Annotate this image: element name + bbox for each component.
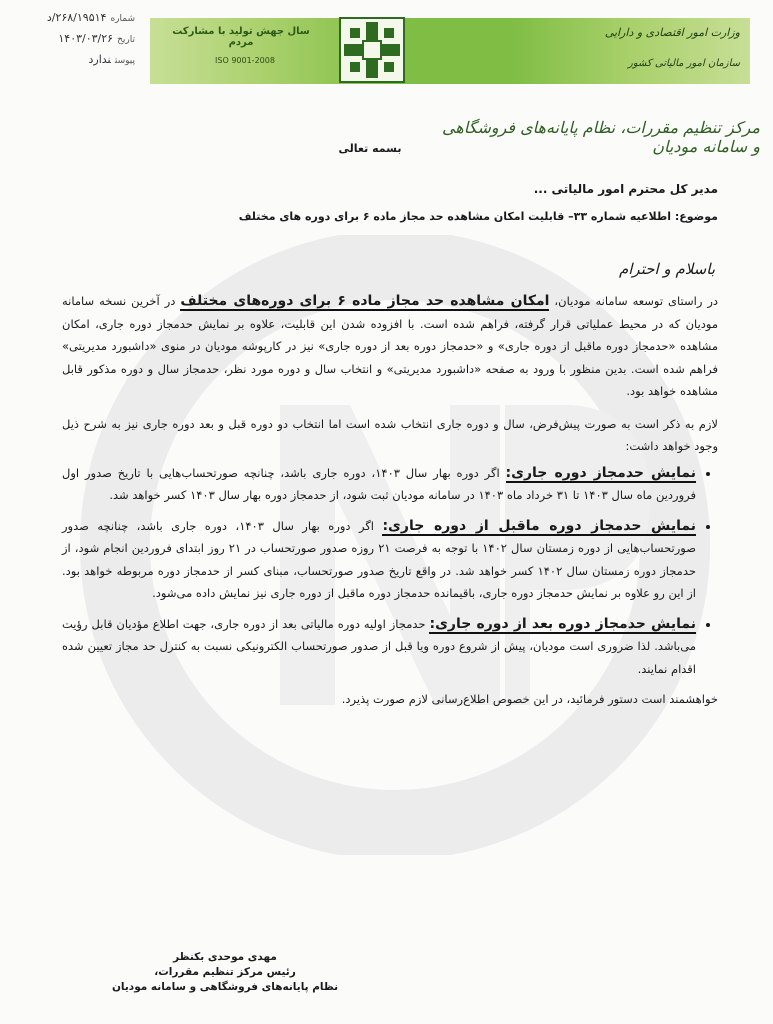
signer-name: مهدی موحدی بکنظر [173, 951, 277, 963]
organization-name: سازمان امور مالیاتی کشور [628, 58, 740, 69]
ministry-name: وزارت امور اقتصادی و دارایی [604, 26, 740, 39]
bullet-heading: نمایش حدمجاز دوره بعد از دوره جاری: [429, 615, 697, 632]
year-slogan: سال جهش تولید با مشارکت مردم [172, 26, 310, 48]
closing-sentence: خواهشمند است دستور فرمائید، در این خصوص اطلاع‌رسانی لازم صورت پذیرد. [341, 692, 718, 706]
paragraph-intro: در راستای توسعه سامانه مودیان، امکان مشاهده حد مجاز ماده ۶ برای دوره‌های مختلف در آخرین نسخه سامانه مودیان که در محیط عملیاتی قرار گرفته، فراهم شده است. با افزوده شدن این قابلیت، علاوه بر نمایش حدمجاز دوره جاری، امکان مشاهده «حدمجاز دوره ماقبل از دوره جاری» و «حدمجاز دوره بعد از دوره جاری» نیز در کارپوشه مودیان در منوی «داشبورد مدیریتی» فراهم شده است. بدین منظور با ورود به صفحه «داشبورد مدیریتی» و انتخاب سال و دوره مورد نظر، حدمجاز سال و دوره مذکور قابل مشاهده خواهد بود. [62, 293, 719, 398]
addressee: مدیر کل محترم امور مالیاتی ... [533, 182, 718, 196]
bullet-heading: نمایش حدمجاز دوره جاری: [505, 464, 697, 481]
letter-attachment: پیوستندارد [88, 53, 135, 66]
letter-meta [10, 8, 135, 71]
basmala: بسمه تعالی [338, 142, 402, 155]
paragraph-note: لازم به ذکر است به صورت پیش‌فرض، سال و دوره جاری انتخاب شده است اما انتخاب دو دوره قبل و بعد دوره جاری نیز به شرح ذیل وجود خواهد داشت: [62, 416, 718, 453]
signer-title-2: نظام پایانه‌های فروشگاهی و سامانه مودیان [111, 981, 339, 993]
center-title: مرکز تنظیم مقررات، نظام پایانه‌های فروشگاهی و سامانه مودیان [441, 118, 760, 156]
signature-block [100, 950, 350, 995]
bullet-heading: نمایش حدمجاز دوره ماقبل از دوره جاری: [382, 517, 697, 534]
list-item: • نمایش حدمجاز دوره ماقبل از دوره جاری: اگر دوره بهار سال ۱۴۰۳، دوره جاری باشد، چنانچه صدور صورتحساب‌هایی از دوره زمستان سال ۱۴۰۲ با توجه به فرصت ۲۱ روزه صدور صورتحساب در ۲۱ روز ابتدای فروردین انجام شود، از حدمجاز دوره زمستان سال ۱۴۰۲ کسر خواهد شد. در واقع تاریخ صدور صورتحساب، مبنای کسر از حدمجاز دوره مربوطه خواهد بود. از این رو علاوه بر نمایش حدمجاز دوره جاری، باقیمانده حدمجاز دوره ماقبل از دوره جاری نیز نمایش داده می‌شود. [62, 515, 696, 605]
list-item: • نمایش حدمجاز دوره جاری: اگر دوره بهار سال ۱۴۰۳، دوره جاری باشد، چنانچه صورتحساب‌هایی با تاریخ صدور اول فروردین ماه سال ۱۴۰۳ تا ۳۱ خرداد ماه ۱۴۰۳ در سامانه مودیان ثبت شود، از حدمجاز دوره بهار سال ۱۴۰۳ کسر خواهد شد. [62, 462, 696, 507]
highlighted-phrase: امکان مشاهده حد مجاز ماده ۶ برای دوره‌های مختلف [180, 293, 550, 309]
bullet-list [62, 462, 718, 681]
signer-title: رئیس مرکز تنظیم مقررات، [154, 966, 296, 978]
emblem-icon [338, 16, 406, 84]
subject-line: موضوع: اطلاعیه شماره ۳۳– قابلیت امکان مشاهده حد مجاز ماده ۶ برای دوره های مختلف [238, 210, 718, 223]
letter-number: شماره۲۶۸/۱۹۵۱۴/د [46, 11, 135, 24]
iso-label: ISO 9001-2008 [215, 56, 275, 65]
greeting: باسلام و احترام [618, 260, 715, 278]
letter-date: تاریخ۱۴۰۳/۰۳/۲۶ [58, 32, 135, 45]
letter-body [62, 290, 718, 711]
list-item: • نمایش حدمجاز دوره بعد از دوره جاری: حدمجاز اولیه دوره مالیاتی بعد از دوره جاری، جهت اطلاع مؤدیان قابل رؤیت می‌باشد. لذا ضروری است مودیان، پیش از شروع دوره ویا قبل از صدور صورتحساب الکترونیکی نسبت به کنترل حد مجاز تعیین شده اقدام نمایند. [62, 613, 696, 681]
